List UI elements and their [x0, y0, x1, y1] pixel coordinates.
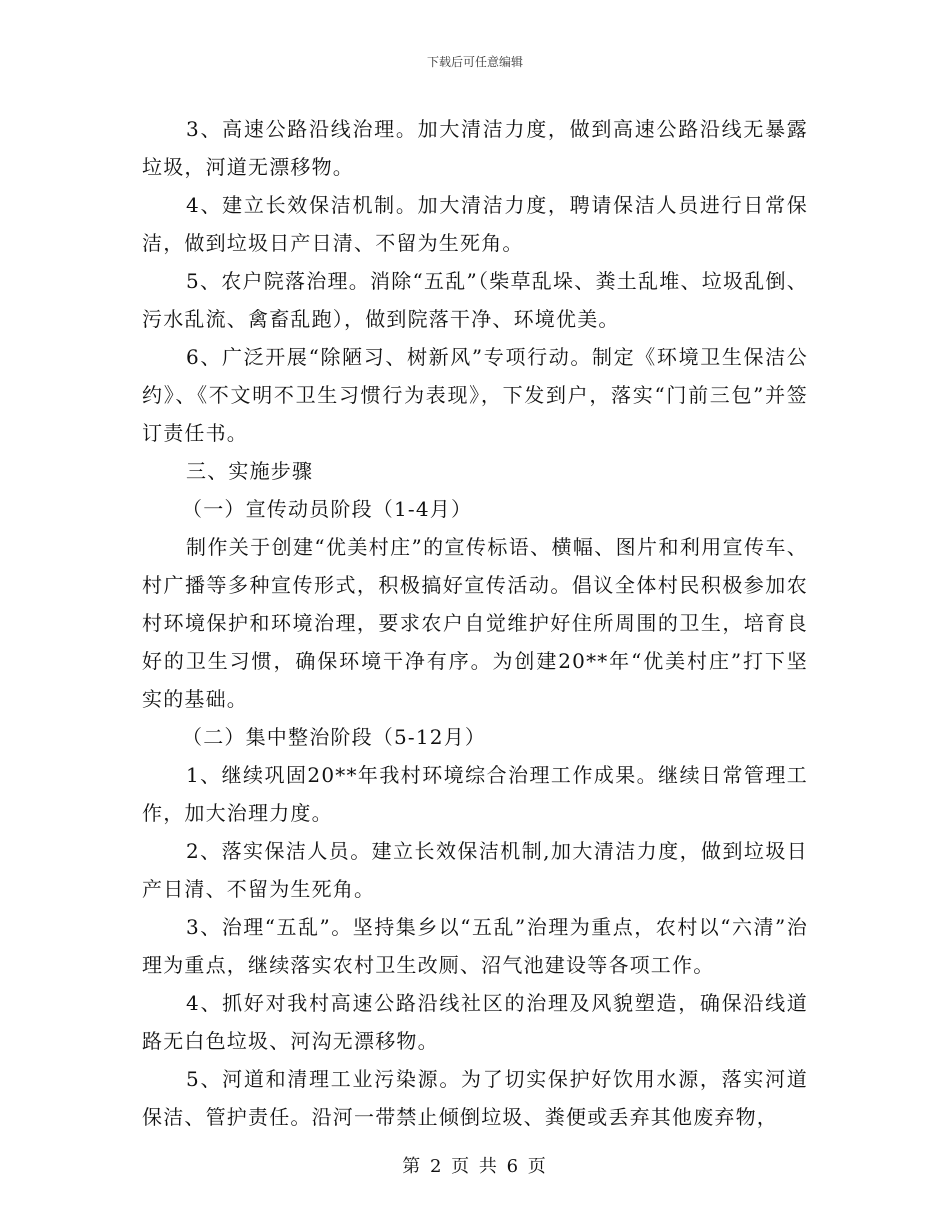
paragraph-step-5: 5、河道和清理工业污染源。为了切实保护好饮用水源，落实河道保洁、管护责任。沿河一带禁止倾倒垃圾、粪便或丢弃其他废弃物， — [142, 1067, 808, 1129]
document-body — [142, 110, 808, 1136]
paragraph-item-3: 3、高速公路沿线治理。加大清洁力度，做到高速公路沿线无暴露垃圾，河道无漂移物。 — [142, 117, 808, 179]
stage-heading-1: （一）宣传动员阶段（1-4月） — [182, 497, 473, 521]
paragraph-item-5: 5、农户院落治理。消除“五乱”（柴草乱垛、粪土乱堆、垃圾乱倒、污水乱流、禽畜乱跑），做到院落干净、环境优美。 — [142, 269, 808, 331]
paragraph-item-6: 6、广泛开展“除陋习、树新风”专项行动。制定《环境卫生保洁公约》、《不文明不卫生习惯行为表现》，下发到户，落实“门前三包”并签订责任书。 — [142, 345, 808, 445]
paragraph-step-2: 2、落实保洁人员。建立长效保洁机制,加大清洁力度，做到垃圾日产日清、不留为生死角。 — [142, 839, 808, 901]
paragraph-step-1: 1、继续巩固20**年我村环境综合治理工作成果。继续日常管理工作，加大治理力度。 — [142, 763, 808, 825]
paragraph-step-3: 3、治理“五乱”。坚持集乡以“五乱”治理为重点，农村以“六清”治理为重点，继续落实农村卫生改厕、沼气池建设等各项工作。 — [142, 915, 808, 977]
paragraph-publicity: 制作关于创建“优美村庄”的宣传标语、横幅、图片和利用宣传车、村广播等多种宣传形式，积极搞好宣传活动。倡议全体村民积极参加农村环境保护和环境治理，要求农户自觉维护好住所周围的卫生，培育良好的卫生习惯，确保环境干净有序。为创建20**年“优美村庄”打下坚实的基础。 — [142, 535, 808, 711]
page-footer: 第 2 页 共 6 页 — [402, 1156, 548, 1177]
stage-heading-2: （二）集中整治阶段（5-12月） — [182, 725, 487, 749]
paragraph-step-4: 4、抓好对我村高速公路沿线社区的治理及风貌塑造，确保沿线道路无白色垃圾、河沟无漂移物。 — [142, 991, 808, 1053]
paragraph-item-4: 4、建立长效保洁机制。加大清洁力度，聘请保洁人员进行日常保洁，做到垃圾日产日清、不留为生死角。 — [142, 193, 808, 255]
section-heading-implementation-steps: 三、实施步骤 — [186, 459, 314, 483]
page-header: 下载后可任意编辑 — [426, 55, 523, 69]
